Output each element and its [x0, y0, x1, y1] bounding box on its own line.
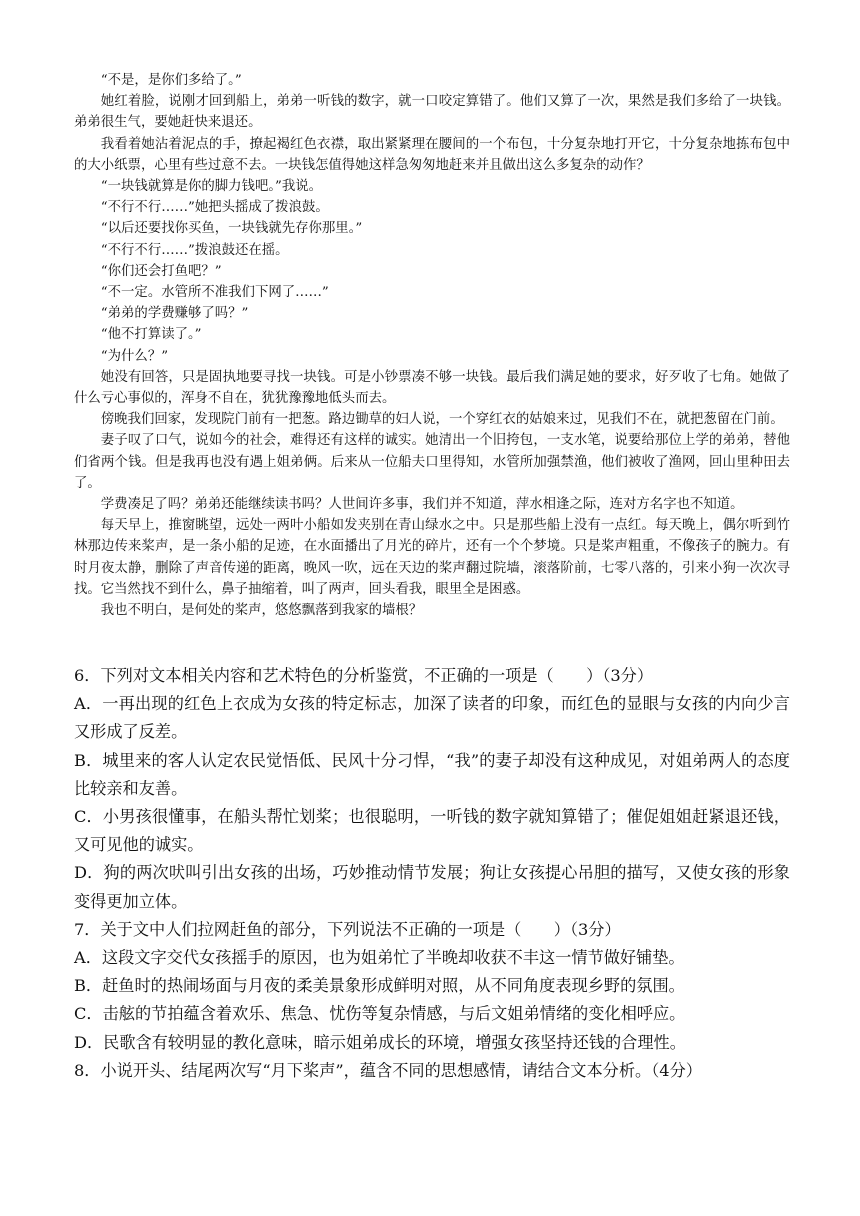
story-dialogue: “他不打算读了。” [100, 327, 202, 343]
question-6-option-d: D．狗的两次吠叫引出女孩的出场，巧妙推动情节发展；狗让女孩提心吊胆的描写，又使女孩的形象变得更加立体。 [74, 863, 790, 911]
question-6-option-b: B．城里来的客人认定农民觉悟低、民风十分刁悍，“我”的妻子却没有这种成见，对姐弟两人的态度比较亲和友善。 [74, 750, 790, 798]
question-6-option-a: A．一再出现的红色上衣成为女孩的特定标志，加深了读者的印象，而红色的显眼与女孩的内向少言又形成了反差。 [74, 694, 790, 742]
question-section [74, 662, 790, 1085]
story-dialogue: “不一定。水管所不准我们下网了……” [100, 285, 329, 301]
question-7-stem: 7．关于文中人们拉网赶鱼的部分，下列说法不正确的一项是（ ）（3分） [74, 919, 621, 939]
story-dialogue: “弟弟的学费赚够了吗？” [100, 306, 249, 322]
question-7-option-d: D．民歌含有较明显的教化意味，暗示姐弟成长的环境，增强女孩坚持还钱的合理性。 [74, 1032, 686, 1052]
story-dialogue: “一块钱就算是你的脚力钱吧。”我说。 [100, 179, 323, 195]
story-paragraph: 傍晚我们回家，发现院门前有一把葱。路边锄草的妇人说，一个穿红衣的姑娘来过，见我们不在，就把葱留在门前。 [100, 412, 784, 428]
question-8-stem: 8．小说开头、结尾两次写“月下桨声”，蕴含不同的思想感情，请结合文本分析。（4分） [74, 1060, 702, 1080]
question-7-option-b: B．赶鱼时的热闹场面与月夜的柔美景象形成鲜明对照，从不同角度表现乡野的氛围。 [74, 976, 685, 996]
story-dialogue: “为什么？” [100, 348, 169, 364]
story-paragraph: “不是，是你们多给了。” [100, 73, 242, 88]
story-paragraph: 她没有回答，只是固执地要寻找一块钱。可是小钞票凑不够一块钱。最后我们满足她的要求，好歹收了七角。她做了什么亏心事似的，浑身不自在，犹犹豫豫地低头而去。 [74, 369, 790, 407]
story-paragraph: 妻子叹了口气，说如今的社会，难得还有这样的诚实。她清出一个旧挎包，一支水笔，说要给那位上学的弟弟，替他们省两个钱。但是我再也没有遇上姐弟俩。后来从一位船夫口里得知，水管所加强禁渔，他们被收了渔网，回山里种田去了。 [74, 433, 790, 491]
story-paragraph: 她红着脸，说刚才回到船上，弟弟一听钱的数字，就一口咬定算错了。他们又算了一次，果然是我们多给了一块钱。弟弟很生气，要她赶快来退还。 [74, 94, 790, 131]
story-dialogue: “你们还会打鱼吧？” [100, 263, 222, 279]
story-paragraph: 每天早上，推窗眺望，远处一两叶小船如发夹别在青山绿水之中。只是那些船上没有一点红。每天晚上，偶尔听到竹林那边传来桨声，是一条小船的足迹，在水面播出了月光的碎片，还有一个个梦境。只是桨声粗重，不像孩子的腕力。有时月夜太静，删除了声音传递的距离，晚风一吹，远在天边的桨声翻过院墙，滚落阶前，七零八落的，引来小狗一次次寻找。它当然找不到什么，鼻子抽缩着，叫了两声，回头看我，眼里全是困惑。 [74, 518, 790, 597]
story-paragraph: 学费凑足了吗？弟弟还能继续读书吗？人世间许多事，我们并不知道，萍水相逢之际，连对方名字也不知道。 [100, 497, 744, 513]
question-7-option-a: A．这段文字交代女孩摇手的原因，也为姐弟忙了半晚却收获不丰这一情节做好铺垫。 [74, 948, 685, 968]
story-dialogue: “以后还要找你买鱼，一块钱就先存你那里。” [100, 221, 363, 237]
question-7-option-c: C．击舷的节拍蕴含着欢乐、焦急、忧伤等复杂情感，与后文姐弟情绪的变化相呼应。 [74, 1004, 686, 1024]
story-dialogue: “不行不行……”拨浪鼓还在摇。 [100, 242, 289, 258]
story-text [74, 70, 790, 621]
story-paragraph: 我也不明白，是何处的桨声，悠悠飘落到我家的墙根？ [100, 603, 423, 619]
question-6-stem: 6．下列对文本相关内容和艺术特色的分析鉴赏，不正确的一项是（ ）（3分） [74, 666, 654, 685]
story-dialogue: “不行不行……”她把头摇成了拨浪鼓。 [100, 200, 329, 216]
question-6-option-c: C．小男孩很懂事，在船头帮忙划桨；也很聪明，一听钱的数字就知算错了；催促姐姐赶紧退还钱，又可见他的诚实。 [74, 807, 790, 855]
story-paragraph: 我看着她沾着泥点的手，撩起褐红色衣襟，取出紧紧理在腰间的一个布包，十分复杂地打开它，十分复杂地拣布包中的大小纸票，心里有些过意不去。一块钱怎值得她这样急匆匆地赶来并且做出这么多复杂的动作？ [74, 136, 790, 173]
